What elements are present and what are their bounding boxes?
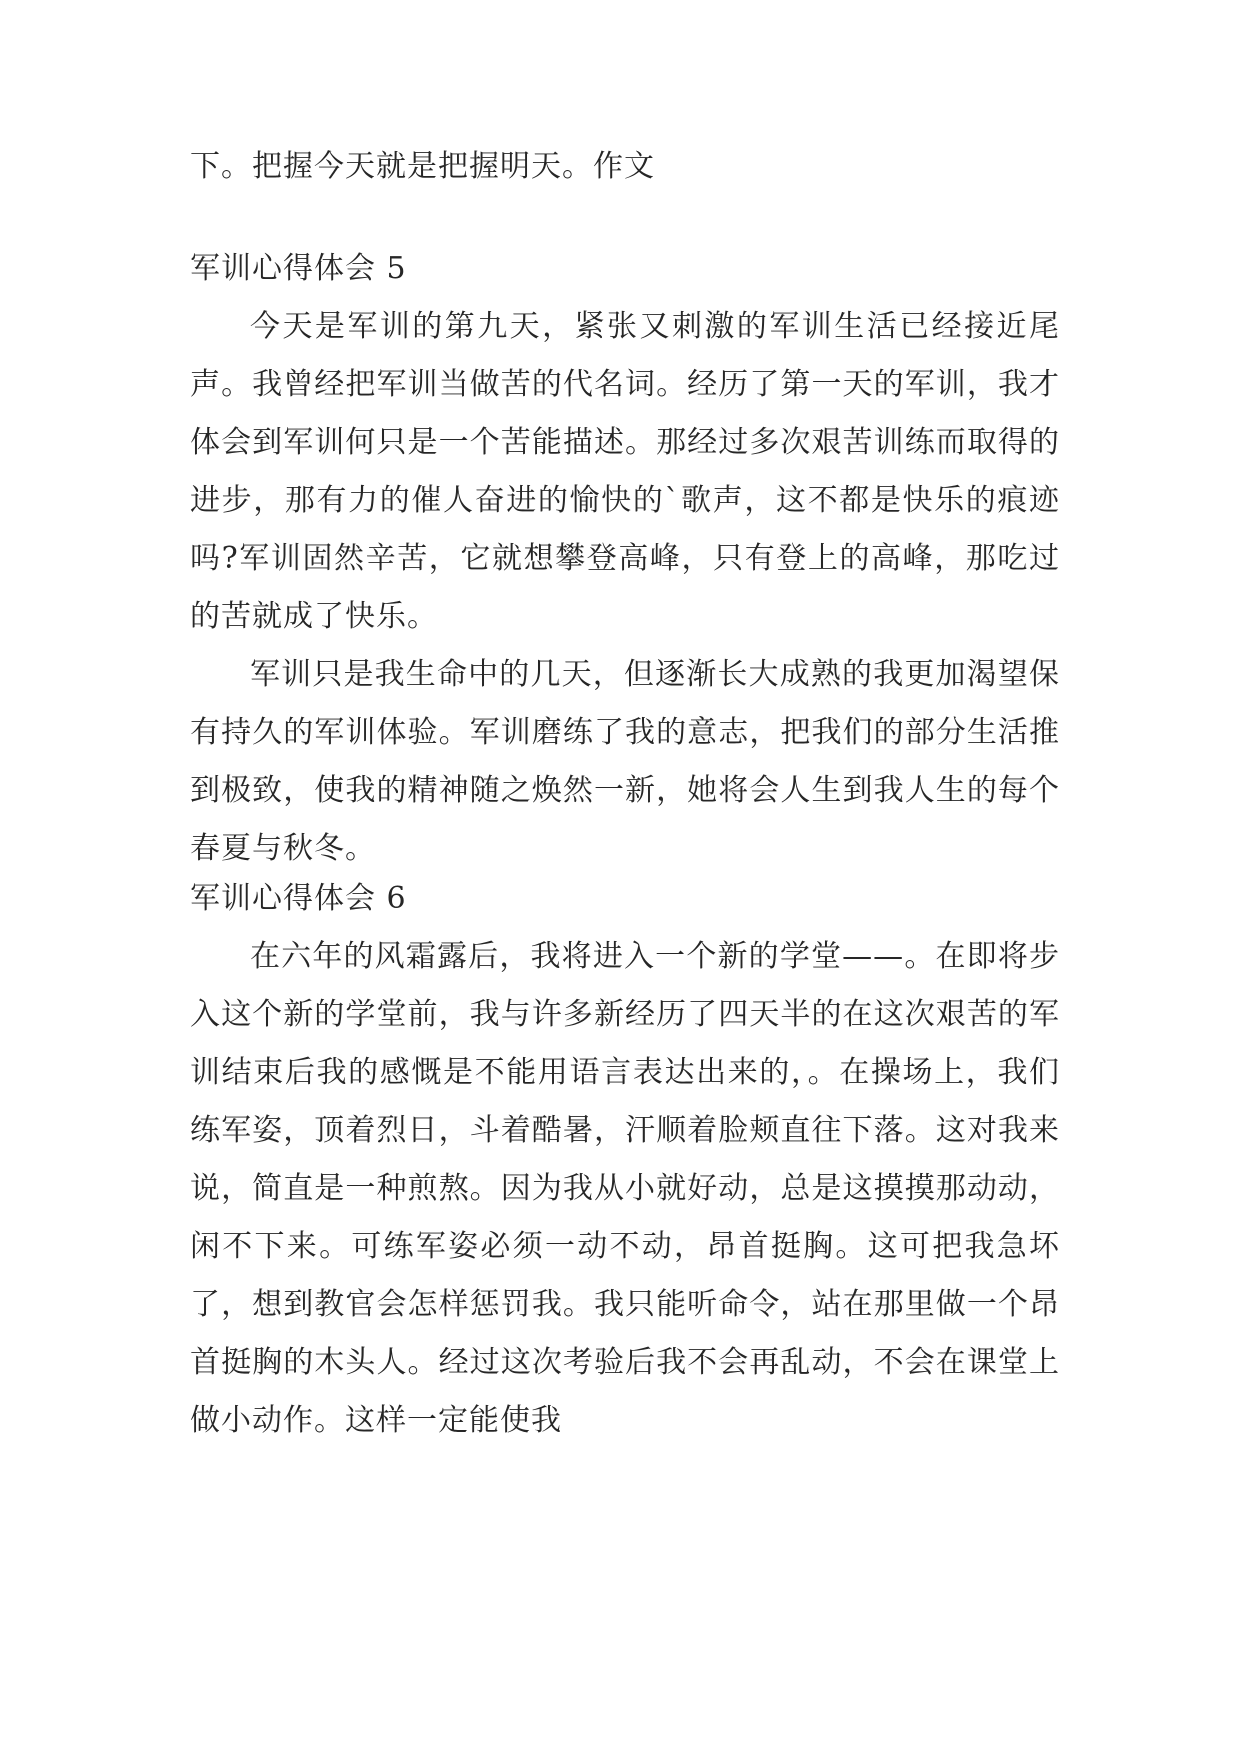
section-6-paragraph-1: 在六年的风霜露后，我将进入一个新的学堂——。在即将步入这个新的学堂前，我与许多新经历了四天半的在这次艰苦的军训结束后我的感慨是不能用语言表达出来的，。在操场上，我们练军姿，顶着烈日，斗着酷暑，汗顺着脸颊直往下落。这对我来说，简直是一种煎熬。因为我从小就好动，总是这摸摸那动动，闲不下来。可练军姿必须一动不动，昂首挺胸。这可把我急坏了，想到教官会怎样惩罚我。我只能听命令，站在那里做一个昂首挺胸的木头人。经过这次考验后我不会再乱动，不会在课堂上做小动作。这样一定能使我: [190, 939, 1060, 1438]
section-6-title: 军训心得体会 6: [190, 881, 407, 916]
section-5-paragraph-1: 今天是军训的第九天，紧张又刺激的军训生活已经接近尾声。我曾经把军训当做苦的代名词。经历了第一天的军训，我才体会到军训何只是一个苦能描述。那经过多次艰苦训练而取得的进步，那有力的催人奋进的愉快的`歌声，这不都是快乐的痕迹吗?军训固然辛苦，它就想攀登高峰，只有登上的高峰，那吃过的苦就成了快乐。: [190, 309, 1060, 634]
intro-line: 下。把握今天就是把握明天。作文: [190, 149, 655, 184]
section-5-title: 军训心得体会 5: [190, 251, 407, 286]
section-5-paragraph-2: 军训只是我生命中的几天，但逐渐长大成熟的我更加渴望保有持久的军训体验。军训磨练了我的意志，把我们的部分生活推到极致，使我的精神随之焕然一新，她将会人生到我人生的每个春夏与秋冬。: [190, 657, 1060, 866]
